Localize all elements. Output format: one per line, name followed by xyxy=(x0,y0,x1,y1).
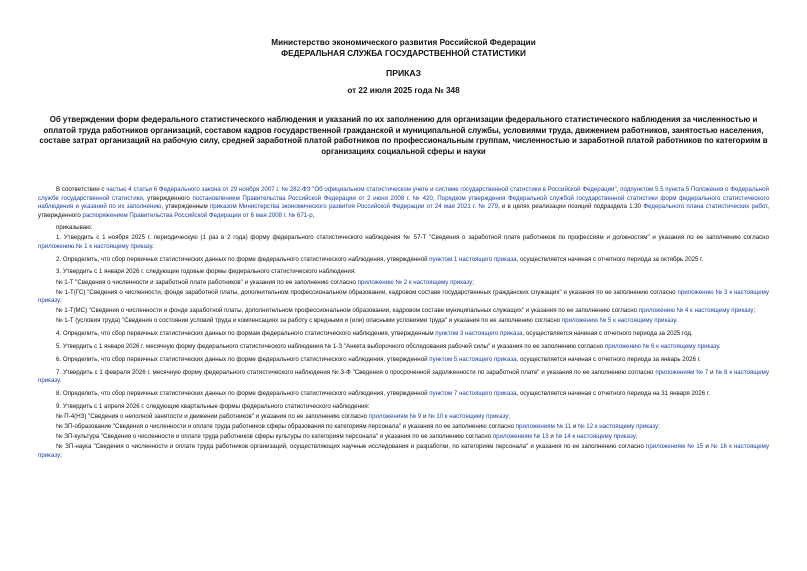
document-link[interactable]: приложениям № 11 xyxy=(515,422,572,430)
document-date-number: от 22 июля 2025 года № 348 xyxy=(347,86,460,95)
document-link[interactable]: Порядком утверждения Федеральной службой государственной статистики форм федерального статистического наблюдения и указаний по их заполнению xyxy=(38,194,769,210)
paragraph-item-5 xyxy=(38,343,769,352)
document-link[interactable]: пунктом 5 настоящего приказа xyxy=(429,355,517,363)
text-segment: ; xyxy=(753,307,756,315)
paragraph-item-1 xyxy=(38,234,769,251)
document-link[interactable]: приказом Министерства экономического развития Российской Федерации от 24 мая 2021 г. № 279 xyxy=(209,203,498,210)
text-segment: № 1-Т(МС) "Сведения о численности и фонде заработной платы, дополнительном профессиональном образовании, кадровом составе муниципальных служащих" и указания по ее заполнению согласно xyxy=(56,307,639,315)
text-segment: , осуществляется начиная с отчетного периода за октябрь 2025 г. xyxy=(516,255,704,263)
document-link[interactable]: приложению № 6 к настоящему приказу xyxy=(604,342,719,350)
text-segment: 9. Утвердить с 1 апреля 2026 г. следующие квартальные формы федерального статистического наблюдения: xyxy=(56,402,370,410)
document-link[interactable]: Федерального плана статистических работ xyxy=(643,203,768,210)
document-link[interactable]: постановлением Правительства Российской Федерации от 2 июня 2008 г. № 420 xyxy=(192,194,433,202)
document-link[interactable]: приложениям № 9 xyxy=(368,412,422,420)
document-header xyxy=(0,38,807,59)
text-segment: , осуществляется начиная с отчетного периода за январь 2026 г. xyxy=(516,355,701,363)
document-link[interactable]: пунктом 1 настоящего приказа xyxy=(429,255,517,263)
document-link[interactable]: № 12 к настоящему приказу xyxy=(578,422,659,430)
document-link[interactable]: приложению № 3 к настоящему приказу xyxy=(38,288,769,305)
document-link[interactable]: частью 4 статьи 6 Федерального закона от 29 ноября 2007 г. № 282-ФЗ "Об официальном статистическом учете и системе государственной статистики в Российской Федерации" xyxy=(106,186,617,193)
text-segment: , утвержденного xyxy=(142,194,193,202)
paragraph-item-3-form-1t-ms xyxy=(38,307,769,316)
text-segment: . xyxy=(59,377,62,385)
text-segment: № ЗП-наука "Сведения о численности и оплате труда работников организаций, осуществляющих научные исследования и разработки, по категориям персонала" и указания по ее заполнению согласно xyxy=(56,443,647,451)
text-segment: ; xyxy=(508,412,510,420)
text-segment: 5. Утвердить с 1 января 2026 г. месячную форму федерального статистического наблюдения № 1-З "Анкета выборочного обследования рабочей силы" и указания по ее заполнению согласно xyxy=(56,342,605,350)
text-segment: и xyxy=(703,443,711,451)
text-segment: ; xyxy=(60,451,62,459)
paragraph-item-3-form-1t-conditions xyxy=(38,317,769,326)
paragraph-item-3-form-1t-gs xyxy=(38,289,769,306)
text-segment: , xyxy=(616,186,621,193)
text-segment: 7. Утвердить с 1 февраля 2026 г. месячную форму федерального статистического наблюдения № 3-Ф "Сведения о просроченной задолженности по заработной плате" и указания по ее заполнению согласно xyxy=(56,368,656,376)
document-link[interactable]: приложению № 4 к настоящему приказу xyxy=(638,307,754,315)
paragraph-item-9-form-zp-education xyxy=(38,423,769,432)
document-link[interactable]: приложению № 5 к настоящему приказу xyxy=(561,317,676,325)
document-subject: Об утверждении форм федерального статистического наблюдения и указаний по их заполнению для организации федерального статистического наблюдения за численностью и оплатой труда работников организаций, составом кадров государственной гражданской и муниципальной службы, условиями труда, движением работников, занятостью населения, составе затрат организаций на рабочую силу, средней заработной платой работников по профессиональным группам, численностью и заработной платой работников по категориям в организациях социальной сферы и науки xyxy=(39,115,768,157)
text-segment: В соответствии с xyxy=(56,186,107,193)
document-link[interactable]: приложению № 2 к настоящему приказу xyxy=(357,278,473,286)
document-link[interactable]: № 8 к настоящему приказу xyxy=(38,368,770,385)
text-segment: , утвержденного xyxy=(38,203,769,219)
document-type: ПРИКАЗ xyxy=(386,68,421,78)
text-segment: № П-4(НЗ) "Сведения о неполной занятости и движении работников" и указания по ее заполнению согласно xyxy=(56,412,369,420)
paragraph-item-6 xyxy=(38,356,769,365)
text-segment: 8. Определить, что сбор первичных статистических данных по форме федерального статистического наблюдения, утвержденной xyxy=(56,389,430,397)
paragraph-item-9-form-zp-culture xyxy=(38,433,769,442)
paragraph-prikazyvayu xyxy=(38,224,769,233)
text-segment: , и в целях реализации позиций подраздела 1.30 xyxy=(497,203,644,210)
text-segment: и xyxy=(421,412,429,420)
paragraph-item-7 xyxy=(38,369,769,386)
text-segment: 2. Определить, что сбор первичных статистических данных по форме федерального статистического наблюдения, утвержденной xyxy=(56,255,430,263)
service-name: ФЕДЕРАЛЬНАЯ СЛУЖБА ГОСУДАРСТВЕННОЙ СТАТИСТИКИ xyxy=(281,48,526,58)
paragraph-item-3 xyxy=(38,268,769,277)
paragraph-item-4 xyxy=(38,330,769,339)
document-link[interactable]: пунктом 3 настоящего приказа xyxy=(435,330,523,338)
text-segment: и xyxy=(548,432,556,440)
text-segment: № ЗП-образование "Сведения о численности и оплате труда работников сферы образования по категориям персонала" и указания по ее заполнению согласно xyxy=(56,422,516,430)
text-segment: и xyxy=(571,422,579,430)
document-link[interactable]: № 10 к настоящему приказу xyxy=(428,412,509,420)
text-segment: № ЗП-культура "Сведения о численности и оплате труда работников сферы культуры по категориям персонала" и указания по ее заполнению согласно xyxy=(56,432,493,440)
ministry-name: Министерство экономического развития Российской Федерации xyxy=(271,38,536,47)
paragraph-item-2 xyxy=(38,256,769,265)
text-segment: , xyxy=(312,211,315,219)
document-link[interactable]: приложениям № 15 xyxy=(646,443,704,451)
text-segment: . xyxy=(718,342,721,350)
text-segment: № 1-Т "Сведения о численности и заработной плате работников" и указания по ее заполнению согласно xyxy=(56,278,358,286)
text-segment: 1. Утвердить с 1 ноября 2025 г. периодическую (1 раз в 2 года) форму федерального статистического наблюдения № 57-Т "Сведения о заработной плате работников по профессиям и должностям" и указания по ее заполнению согласно xyxy=(56,234,769,242)
document-link[interactable]: приложению № 1 к настоящему приказу xyxy=(38,242,152,250)
text-segment: 6. Определить, что сбор первичных статистических данных по форме федерального статистического наблюдения, утвержденной xyxy=(56,355,430,363)
text-segment: , xyxy=(432,194,438,202)
paragraph-item-9-form-zp-science xyxy=(38,443,769,460)
text-segment: ; xyxy=(60,297,62,305)
text-segment: , утвержденным xyxy=(161,203,210,210)
text-segment: № 1-Т (условия труда) "Сведения о состоянии условий труда и компенсациях за работу с вредными и (или) опасными условиями труда" и указания по ее заполнению согласно xyxy=(56,317,562,325)
text-segment: ; xyxy=(635,432,638,440)
document-link[interactable]: распоряжением Правительства Российской Федерации от 6 мая 2008 г. № 671-р xyxy=(82,211,313,219)
text-segment: 3. Утвердить с 1 января 2026 г. следующие годовые формы федерального статистического наблюдения: xyxy=(56,268,356,276)
text-segment: . xyxy=(675,317,678,325)
text-segment: , осуществляется начиная с отчетного периода на 31 января 2026 г. xyxy=(516,389,711,397)
text-segment: № 1-Т(ГС) "Сведения о численности, фонде заработной платы, дополнительном профессиональном образовании, кадровом составе государственных гражданских служащих" и указания по ее заполнению согласно xyxy=(56,288,678,296)
paragraph-item-9 xyxy=(38,403,769,412)
text-segment: 4. Определить, что сбор первичных статистических данных по формам федерального статистического наблюдения, утвержденным xyxy=(56,330,436,338)
text-segment: ; xyxy=(472,278,474,286)
text-segment: . xyxy=(152,242,154,250)
document-link[interactable]: № 16 к настоящему приказу xyxy=(38,443,770,459)
document-link[interactable]: приложениям № 7 xyxy=(655,368,709,376)
document-link[interactable]: пунктом 7 настоящего приказа xyxy=(429,389,517,397)
document-link[interactable]: приложениям № 13 xyxy=(492,432,549,440)
paragraph-item-9-form-p4nz xyxy=(38,413,769,422)
text-segment: и xyxy=(708,368,716,376)
document-link[interactable]: подпунктом 5.5 пункта 5 Положения о Федеральной службе государственной статистики xyxy=(38,186,769,202)
document-link[interactable]: № 14 к настоящему приказу xyxy=(555,432,636,440)
text-segment: приказываю: xyxy=(56,224,93,232)
paragraph-preamble xyxy=(38,186,769,220)
text-segment: ; xyxy=(658,422,660,430)
document-body xyxy=(38,186,769,462)
paragraph-item-3-form-1t xyxy=(38,279,769,288)
paragraph-item-8 xyxy=(38,390,769,399)
text-segment: , осуществляется начиная с отчетного периода за 2025 год. xyxy=(522,330,693,338)
